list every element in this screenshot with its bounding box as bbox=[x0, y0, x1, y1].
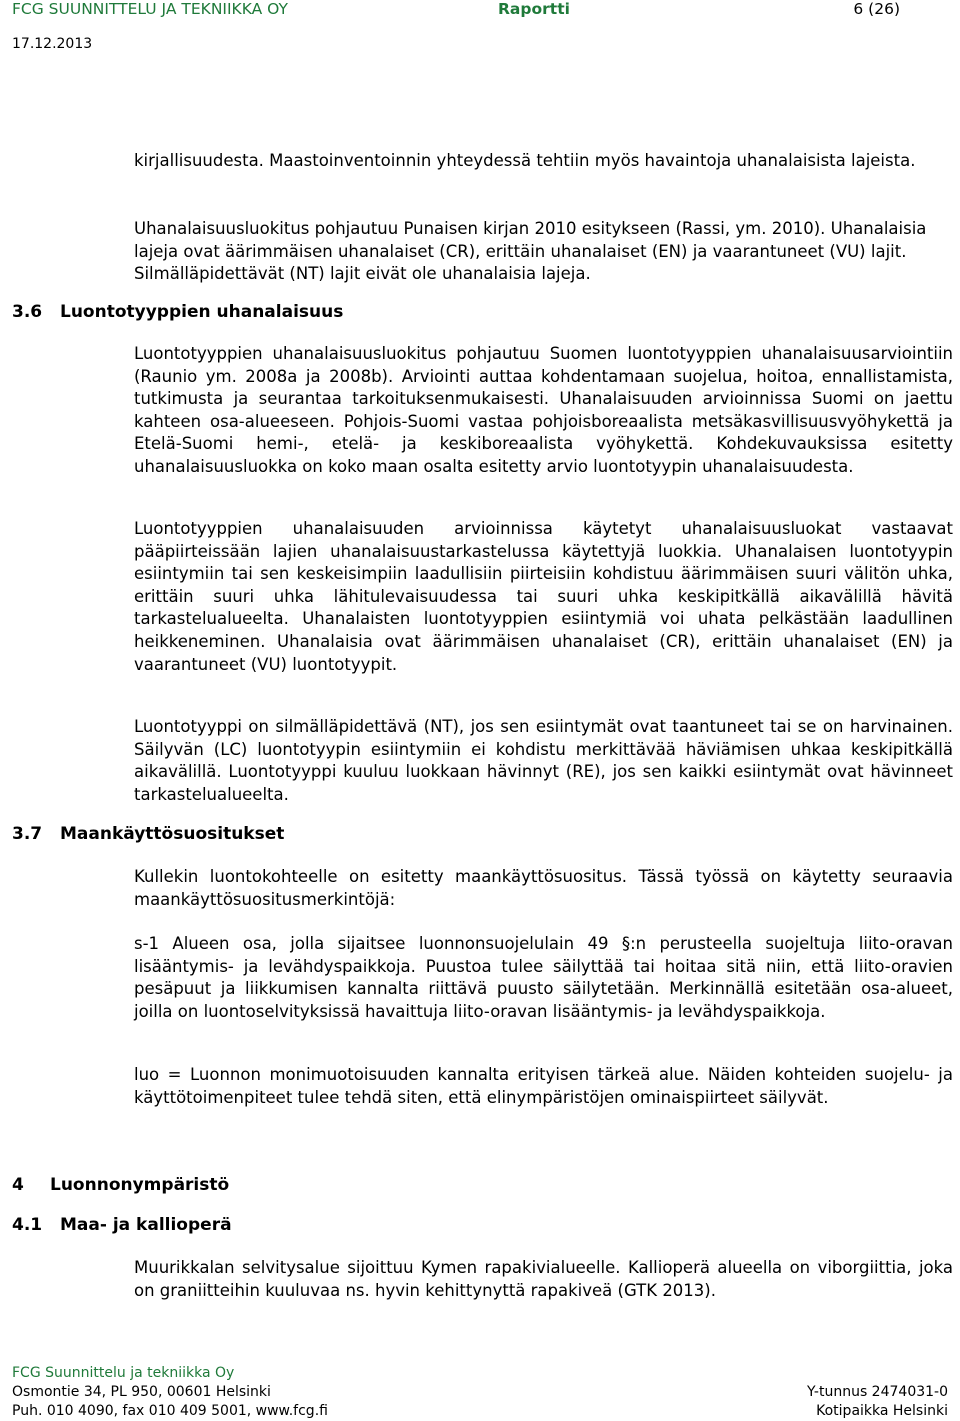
paragraph-5: Luontotyyppi on silmälläpidettävä (NT), jos sen esiintymät ovat taantuneet tai se on harvinainen. Säilyvän (LC) luontotyypin esiintymiin ei kohdistu merkittävää häviämisen uhkaa keskipitkällä aikavälillä. Luontotyyppi kuuluu luokkaan hävinnyt (RE), jos sen kaikki esiintymät ovat hävinneet tarkastelualueelta. bbox=[134, 717, 953, 804]
footer-company: FCG Suunnittelu ja tekniikka Oy bbox=[12, 1365, 235, 1381]
section-heading-3-7 bbox=[12, 824, 284, 844]
section-number: 3.6 bbox=[12, 302, 43, 322]
chapter-heading-4 bbox=[12, 1175, 229, 1195]
paragraph-9: Muurikkalan selvitysalue sijoittuu Kymen rapakivialueelle. Kallioperä alueella on viborgiittia, joka on graniitteihin kuuluvaa ns. hyvin kehittynyttä rapakiveä (GTK 2013). bbox=[134, 1258, 953, 1300]
footer-domicile: Kotipaikka Helsinki bbox=[816, 1403, 948, 1419]
page-footer bbox=[12, 1364, 948, 1421]
section-number: 3.7 bbox=[12, 824, 43, 844]
section-heading-4-1 bbox=[12, 1215, 232, 1235]
header-doc-type: Raportti bbox=[498, 0, 570, 18]
section-title: Luontotyyppien uhanalaisuus bbox=[60, 302, 344, 322]
chapter-number: 4 bbox=[12, 1175, 24, 1195]
paragraph-7: s-1 Alueen osa, jolla sijaitsee luonnonsuojelulain 49 §:n perusteella suojeltuja liito-oravan lisääntymis- ja levähdyspaikkoja. Puustoa tulee säilyttää tai hoitaa sitä niin, että liito-oravien pesäpuut ja liikkumisen kannalta riittävä puusto säilytetään. Merkinnällä esitetään osa-alueet, joilla on luontoselvityksissä havaittuja liito-oravan lisääntymis- ja levähdyspaikkoja. bbox=[134, 934, 953, 1021]
paragraph-1: kirjallisuudesta. Maastoinventoinnin yhteydessä tehtiin myös havaintoja uhanalaisista lajeista. bbox=[134, 151, 916, 170]
header-date: 17.12.2013 bbox=[12, 36, 93, 52]
paragraph-3: Luontotyyppien uhanalaisuusluokitus pohjautuu Suomen luontotyyppien uhanalaisuusarviointiin (Raunio ym. 2008a ja 2008b). Arviointi auttaa kohdentamaan suojelua, hoitoa, ennallistamista, tutkimusta ja seurantaa tarkoituksenmukaisesti. Uhanalaisuuden arvioinnissa Suomi on jaettu kahteen osa-alueeseen. Pohjois-Suomi vastaa pohjoisboreaalista metsäkasvillisuusvyöhykettä ja Etelä-Suomi hemi-, etelä- ja keskiboreaalista vyöhykettä. Kohdekuvauksissa esitetty uhanalaisuusluokka on koko maan osalta esitetty arvio luontotyypin uhanalaisuudesta. bbox=[134, 344, 953, 476]
section-number: 4.1 bbox=[12, 1215, 43, 1235]
paragraph-4: Luontotyyppien uhanalaisuuden arvioinnissa käytetyt uhanalaisuusluokat vastaavat pääpiirteissään lajien uhanalaisuustarkastelussa käytettyjä luokkia. Uhanalaisen luontotyypin esiintymiin tai sen keskeisimpiin laadullisiin piirteisiin kohdistuu äärimmäisen suuri välitön uhka, erittäin suuri uhka lähitulevaisuudessa tai suuri uhka keskipitkällä aikavälillä hävitä tarkastelualueelta. Uhanalaisten luontotyyppien esiintymiä voi uhata pelkästään laadullinen heikkeneminen. Uhanalaisia ovat äärimmäisen uhanalaiset (CR), erittäin uhanalaiset (EN) ja vaarantuneet (VU) luontotyypit. bbox=[134, 519, 953, 674]
paragraph-2: Uhanalaisuusluokitus pohjautuu Punaisen kirjan 2010 esitykseen (Rassi, ym. 2010). Uhanalaisia lajeja ovat äärimmäisen uhanalaiset (CR), erittäin uhanalaiset (EN) ja vaarantuneet (VU) lajit. Silmälläpidettävät (NT) lajit eivät ole uhanalaisia lajeja. bbox=[134, 219, 927, 284]
paragraph-8: luo = Luonnon monimuotoisuuden kannalta erityisen tärkeä alue. Näiden kohteiden suojelu- ja käyttötoimenpiteet tulee tehdä siten, että elinympäristöjen ominaispiirteet säilyvät. bbox=[134, 1065, 953, 1107]
section-title: Maa- ja kallioperä bbox=[60, 1215, 232, 1235]
section-title: Maankäyttösuositukset bbox=[60, 824, 285, 844]
header-company: FCG SUUNNITTELU JA TEKNIIKKA OY bbox=[12, 0, 288, 18]
footer-phone: Puh. 010 4090, fax 010 409 5001, www.fcg.fi bbox=[12, 1403, 328, 1419]
paragraph-6: Kullekin luontokohteelle on esitetty maankäyttösuositus. Tässä työssä on käytetty seuraavia maankäyttösuositusmerkintöjä: bbox=[134, 867, 953, 909]
footer-address: Osmontie 34, PL 950, 00601 Helsinki bbox=[12, 1384, 271, 1400]
footer-ytunnus: Y-tunnus 2474031-0 bbox=[807, 1384, 948, 1400]
header-page-number: 6 (26) bbox=[853, 0, 900, 18]
section-heading-3-6 bbox=[12, 302, 343, 322]
chapter-title: Luonnonympäristö bbox=[50, 1175, 230, 1195]
